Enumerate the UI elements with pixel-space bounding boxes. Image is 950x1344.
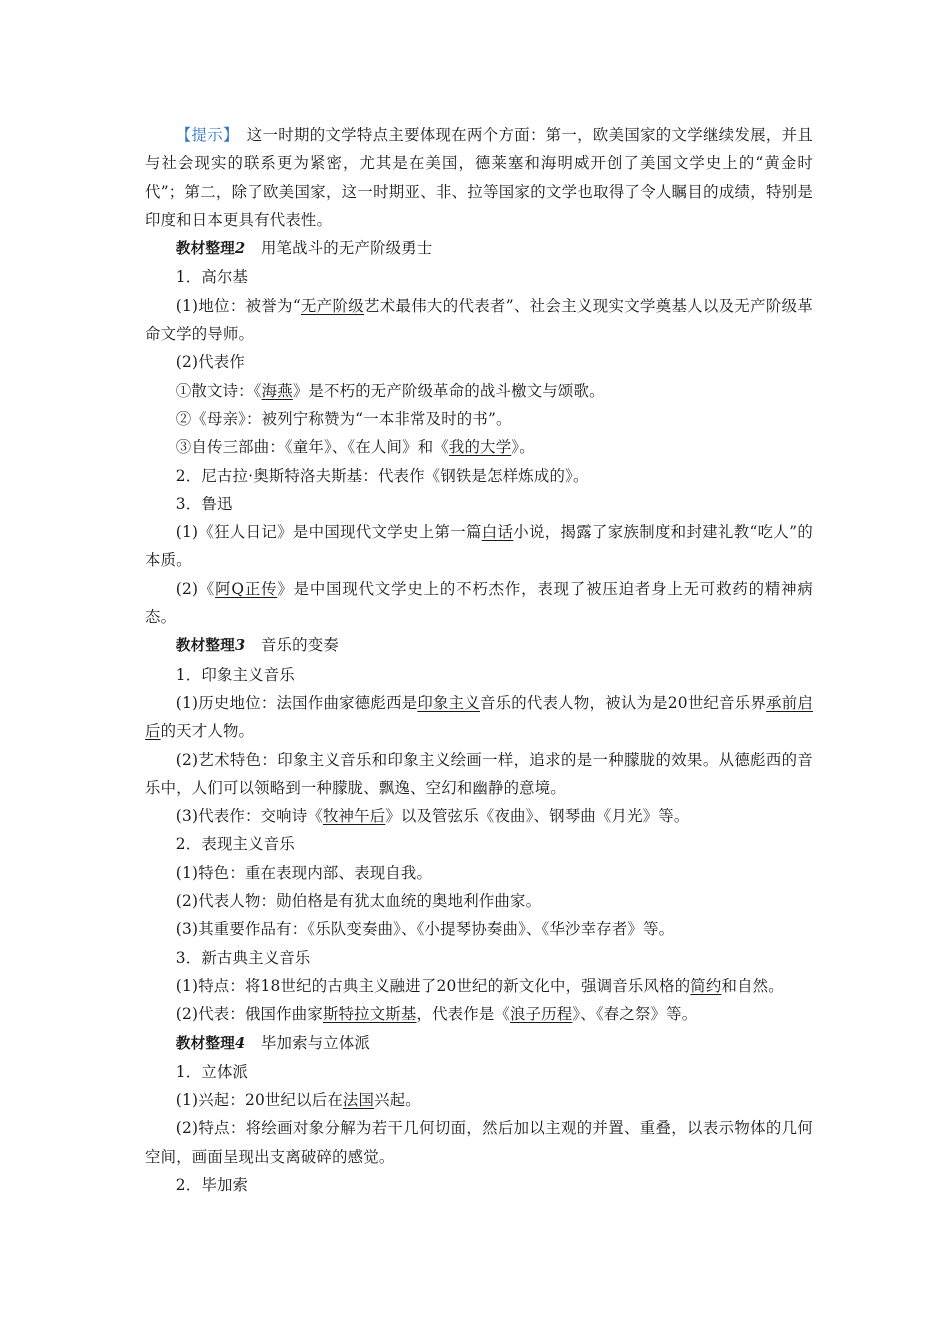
section-label: 教材整理 — [175, 240, 235, 258]
gorky-status: (1)地位：被誉为“无产阶级艺术最伟大的代表者”、社会主义现实文学奠基人以及无产阶级革命文学的导师。 — [145, 296, 813, 344]
hint-paragraph — [145, 121, 813, 234]
neoclassicism-item-1: (1)特点：将18世纪的古典主义融进了20世纪的新文化中，强调音乐风格的简约和自然。 — [175, 976, 784, 995]
underlined-term: 牧神午后 — [322, 807, 386, 826]
document-page — [145, 121, 813, 1199]
section-number: 2 — [234, 240, 246, 258]
hint-text: 这一时期的文学特点主要体现在两个方面：第一，欧美国家的文学继续发展，并且与社会现实的联系更为紧密，尤其是在美国，德莱塞和海明威开创了美国文学史上的“黄金时代”；第二，除了欧美国家，这一时期亚、非、拉等国家的文学也取得了令人瞩目的成绩，特别是印度和日本更具有代表性。 — [145, 126, 813, 229]
expressionism-item-3: (3)其重要作品有：《乐队变奏曲》、《小提琴协奏曲》、《华沙幸存者》等。 — [175, 920, 675, 939]
underlined-term: 白话 — [481, 523, 514, 542]
section-3-heading — [145, 631, 813, 660]
section-title: 毕加索与立体派 — [260, 1033, 371, 1052]
impressionism-works: (3)代表作：交响诗《牧神午后》以及管弦乐《夜曲》、钢琴曲《月光》等。 — [175, 807, 690, 826]
subheading-cubism: 1．立体派 — [175, 1062, 249, 1081]
underlined-term: 阿Q正传 — [215, 579, 278, 598]
cubism-item-1: (1)兴起：20世纪以后在法国兴起。 — [175, 1091, 421, 1110]
section-2-heading — [145, 234, 813, 263]
section-title: 用笔战斗的无产阶级勇士 — [260, 239, 433, 258]
subheading-gorky: 1．高尔基 — [175, 268, 249, 287]
impressionism-features: (2)艺术特色：印象主义音乐和印象主义绘画一样，追求的是一种朦胧的效果。从德彪西的音乐中，人们可以领略到一种朦胧、飘逸、空幻和幽静的意境。 — [145, 750, 813, 797]
underlined-term: 印象主义 — [417, 693, 480, 712]
subheading-impressionism: 1．印象主义音乐 — [175, 665, 295, 684]
expressionism-item-2: (2)代表人物：勋伯格是有犹太血统的奥地利作曲家。 — [175, 892, 542, 911]
section-title: 音乐的变奏 — [260, 636, 339, 655]
underlined-term: 承前启后 — [145, 693, 813, 741]
cubism-item-2: (2)特点：将绘画对象分解为若干几何切面，然后加以主观的并置、重叠，以表示物体的几何空间，画面呈现出支离破碎的感觉。 — [145, 1119, 813, 1166]
section-4-heading — [145, 1029, 813, 1058]
hint-tag: 【提示】 — [175, 126, 232, 144]
underlined-term: 简约 — [690, 976, 722, 995]
gorky-work-1: ①散文诗：《海燕》是不朽的无产阶级革命的战斗檄文与颂歌。 — [175, 381, 605, 400]
gorky-works-heading: (2)代表作 — [175, 353, 245, 372]
neoclassicism-item-2: (2)代表：俄国作曲家斯特拉文斯基，代表作是《浪子历程》、《春之祭》等。 — [175, 1005, 698, 1024]
underlined-term: 浪子历程 — [510, 1005, 573, 1024]
subheading-expressionism: 2．表现主义音乐 — [175, 835, 295, 854]
impressionism-status: (1)历史地位：法国作曲家德彪西是印象主义音乐的代表人物，被认为是20世纪音乐界承前启后的天才人物。 — [145, 693, 813, 741]
section-number: 4 — [234, 1034, 246, 1052]
underlined-term: 法国 — [342, 1091, 375, 1110]
subheading-picasso: 2．毕加索 — [175, 1175, 249, 1194]
subheading-neoclassicism: 3．新古典主义音乐 — [175, 948, 311, 967]
underlined-term: 我的大学 — [448, 438, 512, 457]
underlined-term: 无产阶级 — [300, 296, 365, 315]
gorky-work-3: ③自传三部曲：《童年》、《在人间》和《我的大学》。 — [175, 438, 535, 457]
luxun-item-2: (2)《阿Q正传》是中国现代文学史上的不朽杰作，表现了被压迫者身上无可救药的精神病态。 — [145, 579, 813, 627]
expressionism-item-1: (1)特色：重在表现内部、表现自我。 — [175, 863, 433, 882]
section-label: 教材整理 — [175, 1034, 235, 1052]
ostrovsky-item: 2．尼古拉·奥斯特洛夫斯基：代表作《钢铁是怎样炼成的》。 — [175, 466, 589, 485]
underlined-term: 海燕 — [261, 381, 293, 400]
underlined-term: 斯特拉文斯基 — [322, 1005, 417, 1024]
section-label: 教材整理 — [175, 637, 235, 655]
gorky-work-2: ②《母亲》：被列宁称赞为“一本非常及时的书”。 — [175, 409, 512, 428]
section-number: 3 — [234, 637, 246, 655]
luxun-item-1: (1)《狂人日记》是中国现代文学史上第一篇白话小说，揭露了家族制度和封建礼教“吃人”的本质。 — [145, 523, 813, 570]
subheading-luxun: 3．鲁迅 — [175, 494, 233, 513]
